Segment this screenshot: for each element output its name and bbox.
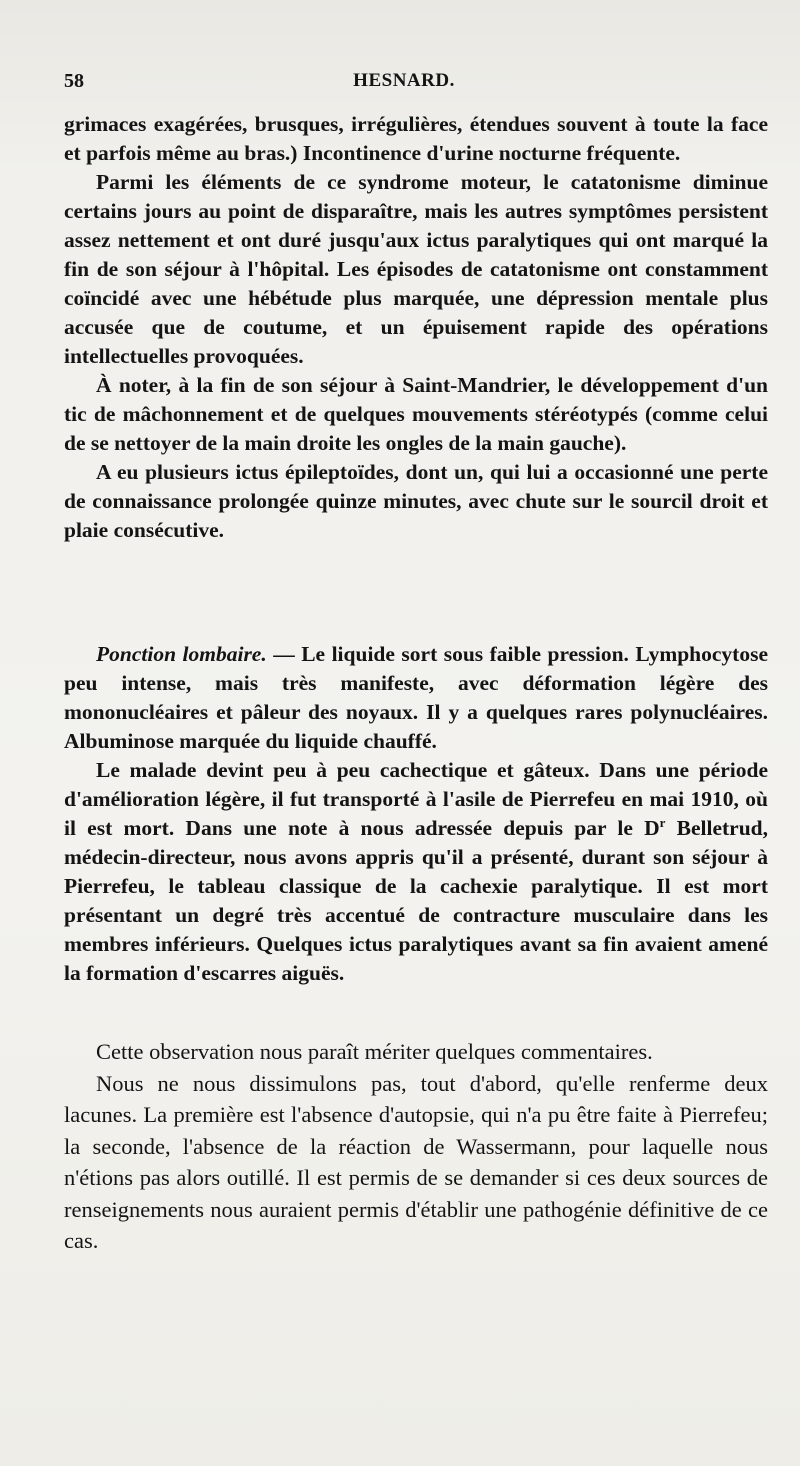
paragraph-text: Belletrud, médecin-directeur, nous avons appris qu'il a présenté, durant son séjour à Pierrefeu, le tableau classique de la cachexie paralytique. Il est mort présentant un degré très accentué de contracture musculaire dans les membres inférieurs. Quelques ictus paralytiques avant sa fin avaient amené la formation d'escarres aiguës. [64,816,768,985]
heading-dash: — [266,642,302,666]
paragraph: Nous ne nous dissimulons pas, tout d'abord, qu'elle renferme deux lacunes. La première est l'absence d'autopsie, qui n'a pu être faite à Pierrefeu; la seconde, l'absence de la réaction de Wassermann, pour laquelle nous n'étions pas alors outillé. Il est permis de se demander si ces deux sources de renseignements nous auraient permis d'établir une pathogénie définitive de ce cas. [64,1070,768,1253]
commentary-section [64,1036,768,1257]
lumbar-puncture-section [64,640,768,988]
page-header [64,70,744,98]
paragraph: Parmi les éléments de ce syndrome moteur, le catatonisme diminue certains jours au point de disparaître, mais les autres symptômes persistent assez nettement et ont duré jusqu'aux ictus paralytiques qui ont marqué la fin de son séjour à l'hôpital. Les épisodes de catatonisme ont constamment coïncidé avec une hébétude plus marquée, une dépression mentale plus accusée que de coutume, et un épuisement rapide des opérations intellectuelles provoquées. [64,170,768,368]
paragraph-text: Le liquide sort sous faible pression. Lymphocytose peu intense, mais très manifeste, avec déformation légère des mononucléaires et pâleur des noyaux. Il y a quelques rares polynucléaires. Albuminose marquée du liquide chauffé. [64,642,769,753]
paragraph [64,756,768,988]
paragraph: À noter, à la fin de son séjour à Saint-Mandrier, le développement d'un tic de mâchonnement et de quelques mouvements stéréotypés (comme celui de se nettoyer de la main droite les ongles de la main gauche). [64,373,768,455]
paragraph: grimaces exagérées, brusques, irrégulières, étendues souvent à toute la face et parfois même au bras.) Incontinence d'urine nocturne fréquente. [64,112,768,165]
running-head: HESNARD. [353,70,455,91]
paragraph: Cette observation nous paraît mériter quelques commentaires. [96,1039,653,1064]
section-heading: Ponction lombaire. [96,642,267,666]
page-number: 58 [64,70,84,92]
observation-continued [64,110,768,545]
paragraph: A eu plusieurs ictus épileptoïdes, dont un, qui lui a occasionné une perte de connaissance prolongée quinze minutes, avec chute sur le sourcil droit et plaie consécutive. [64,460,768,542]
paragraph [64,640,768,756]
superscript: r [659,814,666,830]
paragraph-text: Le malade devint peu à peu cachectique et gâteux. Dans une période d'amélioration légère, il fut transporté à l'asile de Pierrefeu en mai 1910, où il est mort. Dans une note à nous adressée depuis par le D [64,758,768,840]
